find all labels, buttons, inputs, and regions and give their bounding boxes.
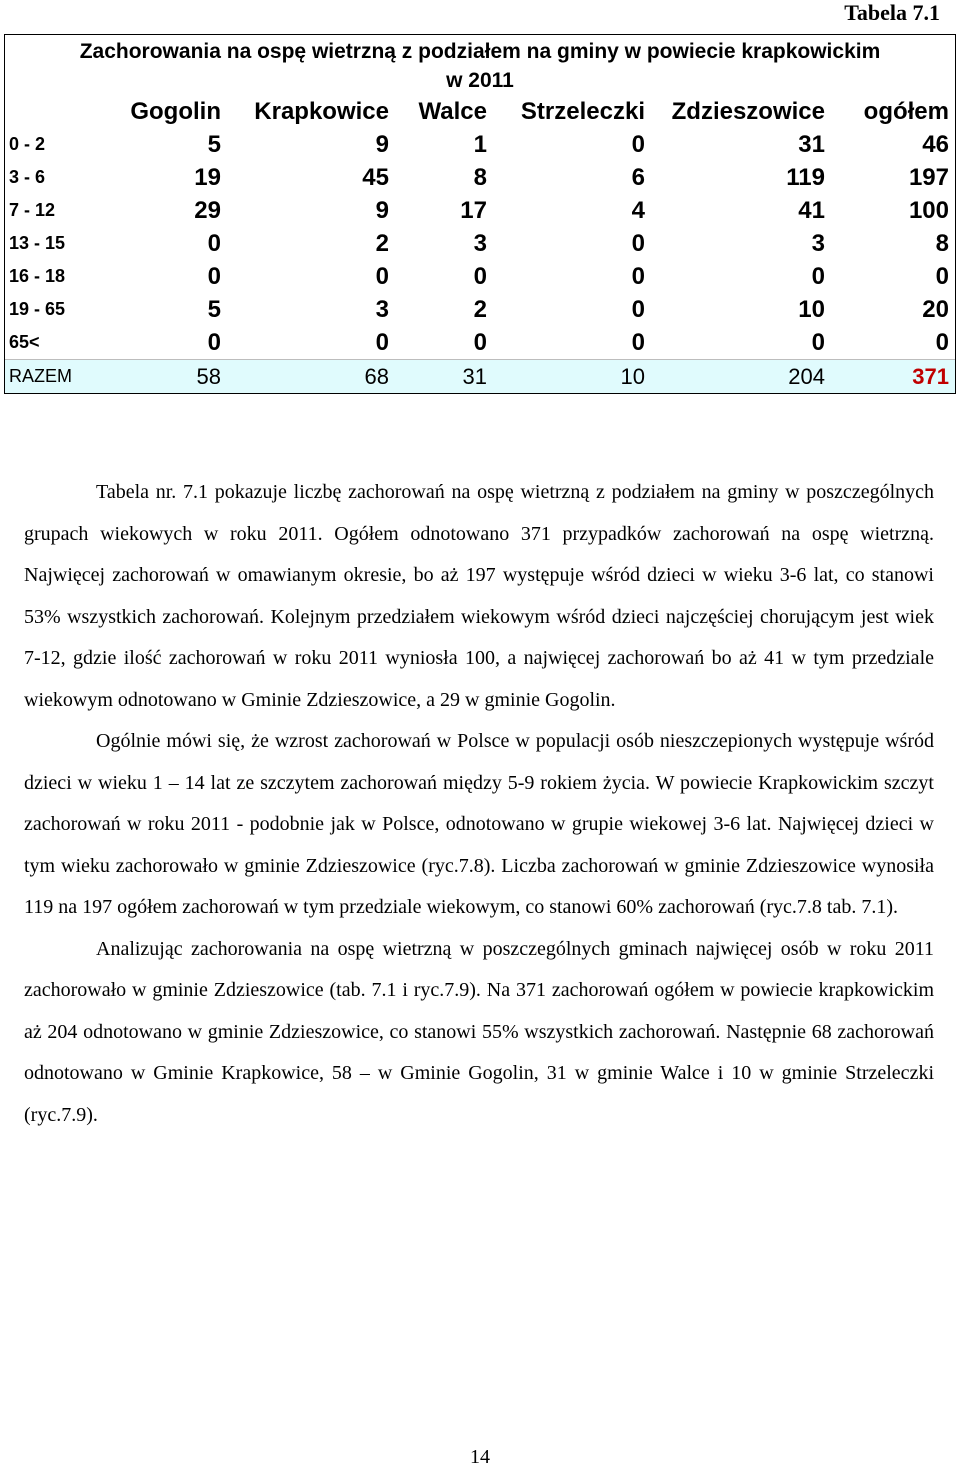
table-title-line-1: Zachorowania na ospę wietrzną z podziałem na gminy w powiecie krapkowickim bbox=[79, 40, 881, 63]
header-cell-empty bbox=[5, 95, 101, 128]
table-cell: 0 bbox=[811, 262, 825, 290]
table-cell: 0 bbox=[473, 328, 487, 356]
table-row bbox=[5, 260, 955, 293]
paragraph: Tabela nr. 7.1 pokazuje liczbę zachorowań na ospę wietrzną z podziałem na gminy w poszczególnych grupach wiekowych w roku 2011. Ogółem odnotowano 371 przypadków zachorowań na ospę wietrzną. Najwięcej zachorowań w omawianym okresie, bo aż 197 występuje wśród dzieci w wieku 3-6 lat, co stanowi 53% wszystkich zachorowań. Kolejnym przedziałem wiekowym wśród dzieci najczęściej chorującym jest wiek 7-12, gdzie ilość zachorowań w roku 2011 wyniosła 100, a najwięcej zachorowań bo aż 41 w tym przedziale wiekowym odnotowano w Gminie Zdzieszowice, a 29 w gminie Gogolin. bbox=[24, 481, 934, 711]
varicella-table bbox=[4, 34, 956, 394]
table-cell: 29 bbox=[194, 196, 221, 224]
table-row bbox=[5, 128, 955, 161]
paragraph: Ogólnie mówi się, że wzrost zachorowań w Polsce w populacji osób nieszczepionych występuje wśród dzieci w wieku 1 – 14 lat ze szczytem zachorowań między 5-9 rokiem życia. W powiecie Krapkowickim szczyt zachorowań w roku 2011 - podobnie jak w Polsce, odnotowano w grupie wiekowej 3-6 lat. Najwięcej dzieci w tym wieku zachorowało w gminie Zdzieszowice (ryc.7.8). Liczba zachorowań w gminie Zdzieszowice wynosiła 119 na 197 ogółem zachorowań w tym przedziale wiekowym, co stanowi 60% zachorowań (ryc.7.8 tab. 7.1). bbox=[24, 730, 934, 918]
table-cell: 3 bbox=[473, 229, 487, 257]
table-cell: 1 bbox=[473, 130, 487, 158]
table-row bbox=[5, 227, 955, 260]
table-cell: 46 bbox=[922, 130, 949, 158]
table-cell: 0 bbox=[631, 295, 645, 323]
table-cell: 0 bbox=[631, 262, 645, 290]
row-label: 13 - 15 bbox=[9, 233, 66, 253]
table-cell: 20 bbox=[922, 295, 949, 323]
header-ogolem: ogółem bbox=[863, 97, 949, 125]
header-zdzieszowice: Zdzieszowice bbox=[671, 97, 825, 125]
table-cell: 3 bbox=[375, 295, 389, 323]
table-cell: 119 bbox=[786, 163, 825, 191]
total-row-label: RAZEM bbox=[5, 360, 101, 394]
page-number: 14 bbox=[470, 1446, 490, 1468]
paragraph: Analizując zachorowania na ospę wietrzną w poszczególnych gminach najwięcej osób w roku 2011 zachorowało w gminie Zdzieszowice (tab. 7.1 i ryc.7.9). Na 371 zachorowań ogółem w powiecie krapkowickim aż 204 odnotowano w gminie Zdzieszowice, co stanowi 55% wszystkich zachorowań. Następnie 68 zachorowań odnotowano w Gminie Krapkowice, 58 – w Gminie Gogolin, 31 w gminie Walce i 10 w gminie Strzeleczki (ryc.7.9). bbox=[24, 937, 934, 1126]
table-cell: 8 bbox=[935, 229, 949, 257]
total-cell: 31 bbox=[395, 360, 493, 394]
table-cell: 197 bbox=[908, 163, 949, 191]
row-label: 0 - 2 bbox=[9, 134, 46, 154]
table-cell: 0 bbox=[935, 262, 949, 290]
table-cell: 6 bbox=[631, 163, 645, 191]
row-label: 7 - 12 bbox=[9, 200, 56, 220]
table-cell: 0 bbox=[207, 328, 221, 356]
table-cell: 45 bbox=[362, 163, 389, 191]
table-cell: 0 bbox=[375, 328, 389, 356]
table-cell: 0 bbox=[375, 262, 389, 290]
table-cell: 0 bbox=[811, 328, 825, 356]
row-label: 3 - 6 bbox=[9, 167, 46, 187]
row-label: 65< bbox=[9, 332, 40, 352]
header-row bbox=[5, 95, 955, 128]
data-table bbox=[5, 95, 955, 393]
header-walce: Walce bbox=[418, 97, 487, 125]
table-number-label: Tabela 7.1 bbox=[844, 0, 940, 25]
table-row bbox=[5, 326, 955, 360]
table-cell: 0 bbox=[473, 262, 487, 290]
row-label: 19 - 65 bbox=[9, 299, 66, 319]
total-cell: 204 bbox=[651, 360, 831, 394]
table-title-line-2: w 2011 bbox=[446, 69, 514, 92]
header-krapkowice: Krapkowice bbox=[254, 97, 389, 125]
table-cell: 8 bbox=[473, 163, 487, 191]
table-cell: 0 bbox=[631, 130, 645, 158]
table-cell: 2 bbox=[473, 295, 487, 323]
table-cell: 2 bbox=[375, 229, 389, 257]
table-cell: 4 bbox=[631, 196, 645, 224]
table-cell: 10 bbox=[798, 295, 825, 323]
table-row bbox=[5, 194, 955, 227]
header-strzeleczki: Strzeleczki bbox=[520, 97, 645, 125]
table-cell: 5 bbox=[207, 295, 221, 323]
table-cell: 9 bbox=[375, 196, 389, 224]
table-cell: 17 bbox=[460, 196, 487, 224]
table-cell: 41 bbox=[798, 196, 825, 224]
total-cell: 68 bbox=[227, 360, 395, 394]
total-cell: 10 bbox=[493, 360, 651, 394]
total-row bbox=[5, 360, 955, 394]
table-cell: 0 bbox=[935, 328, 949, 356]
table-cell: 5 bbox=[207, 130, 221, 158]
table-title bbox=[5, 35, 955, 95]
table-row bbox=[5, 161, 955, 194]
table-cell: 31 bbox=[798, 130, 825, 158]
table-row bbox=[5, 293, 955, 326]
table-cell: 3 bbox=[811, 229, 825, 257]
total-cell: 58 bbox=[101, 360, 227, 394]
table-cell: 0 bbox=[207, 262, 221, 290]
table-cell: 9 bbox=[375, 130, 389, 158]
table-cell: 19 bbox=[194, 163, 221, 191]
row-label: 16 - 18 bbox=[9, 266, 66, 286]
table-cell: 0 bbox=[631, 229, 645, 257]
grand-total-cell: 371 bbox=[831, 360, 955, 394]
table-cell: 0 bbox=[207, 229, 221, 257]
table-cell: 0 bbox=[631, 328, 645, 356]
header-gogolin: Gogolin bbox=[130, 97, 221, 125]
table-cell: 100 bbox=[908, 196, 949, 224]
body-text bbox=[24, 472, 934, 1136]
